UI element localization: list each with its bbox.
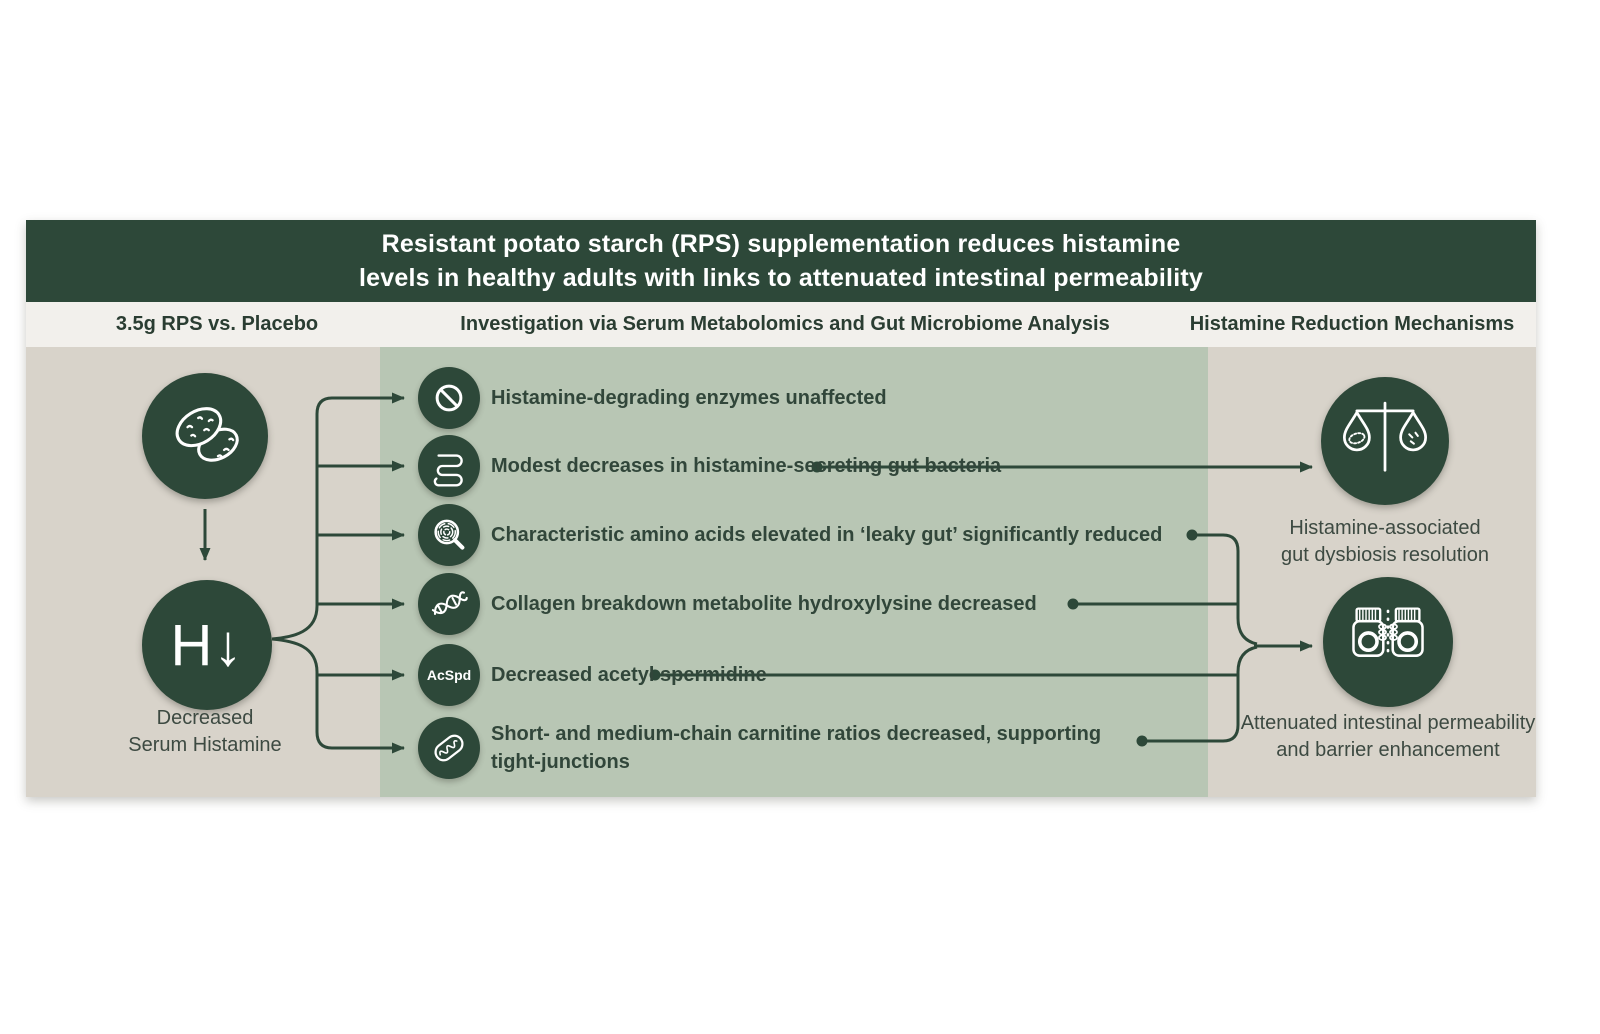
finding-row-hydroxylysine [418,573,1037,635]
finding-text: Short- and medium-chain carnitine ratios decreased, supporting tight-junctions [491,723,1102,773]
finding-row-gut-bacteria [418,435,1001,497]
dysbiosis-caption [1235,515,1535,569]
title-line-2: levels in healthy adults with links to attenuated intestinal permeability [359,264,1203,292]
decreased-histamine-circle [142,580,272,710]
finding-text: Modest decreases in histamine-secreting gut bacteria [491,455,1002,477]
finding-row-carnitine [418,717,1131,779]
caption-line: Decreased [156,707,254,729]
dysbiosis-resolution-circle [1321,377,1449,505]
column-header-intervention: 3.5g RPS vs. Placebo [115,313,319,335]
graphical-abstract [26,220,1536,797]
finding-text: Characteristic amino acids elevated in ‘leaky gut’ significantly reduced [491,524,1163,546]
permeability-caption [1218,710,1558,764]
fingerprint-magnifier-icon [418,504,480,566]
acspd-label: AcSpd [426,667,472,683]
acspd-badge [418,644,480,706]
caption-line: Histamine-associated [1289,517,1481,539]
finding-text: Histamine-degrading enzymes unaffected [491,387,887,409]
tight-junction-icon [1337,589,1439,696]
dna-icon [418,573,480,635]
caption-line: Serum Histamine [128,734,282,756]
mitochondria-icon [418,717,480,779]
balance-scale-icon [1335,389,1435,494]
column-header-investigation: Investigation via Serum Metabolomics and Gut Microbiome Analysis [460,313,1110,335]
potato-icon [157,386,253,487]
permeability-circle [1323,577,1453,707]
caption-line: and barrier enhancement [1276,739,1500,761]
finding-row-amino-acids [418,504,1162,566]
title-line-1: Resistant potato starch (RPS) supplementation reduces histamine [381,230,1181,258]
decreased-histamine-caption [85,705,325,759]
column-header-mechanisms: Histamine Reduction Mechanisms [1189,313,1515,335]
histamine-down-symbol: H↓ [170,612,244,678]
intestine-icon [418,435,480,497]
finding-row-enzymes [418,367,887,429]
finding-row-acetyl-spermidine [418,644,767,706]
finding-text: Decreased acetyl spermidine [491,664,767,686]
rps-intervention-circle [142,373,268,499]
caption-line: gut dysbiosis resolution [1281,544,1489,566]
caption-line: Attenuated intestinal permeability [1240,712,1536,734]
finding-text: Collagen breakdown metabolite hydroxylysine decreased [491,593,1037,615]
prohibition-icon [418,367,480,429]
